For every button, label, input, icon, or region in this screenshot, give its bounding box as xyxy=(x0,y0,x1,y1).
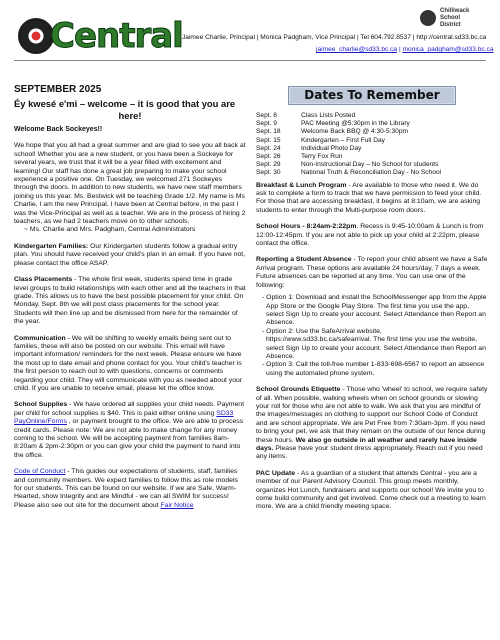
communication-text: - We will be shifting to weekly emails being sent out to families, these will also be posted on our website. This email will have important information/ reminders for the next week. Please ensure we have the most up to date email and phone contact for you. Your child's teacher is the first person to reach out to with questions, concerns or comments regarding your child. They will communicate with you as needed about your child. If you are unable to receive email, please let the office know. xyxy=(14,334,243,392)
right-column xyxy=(256,86,488,512)
event-row xyxy=(256,169,441,177)
grounds-title: School Grounds Etiquette xyxy=(256,386,341,394)
event-row xyxy=(256,145,441,153)
school-supplies-title: School Supplies xyxy=(14,401,68,409)
school-supplies-section xyxy=(14,401,246,460)
event-row xyxy=(256,161,441,169)
absence-option-1: - Option 1: Download and install the SchoolMessenger app from the Apple App Store or the Google Play Store. The first time you use the app, select Sign Up to create your account. Select Attendance then Report an Absence. xyxy=(262,294,487,327)
kindergarten-text: Our Kindergarten students follow a gradual entry plan. You should have received your child's plan in an email. If you have not, please contact the office ASAP. xyxy=(14,242,246,267)
class-placements-text: - The whole first week, students spend time in grade level groups to build relationships with each other and all the teachers in that grade. This allows us to have the best possible placement for your child. On Monday, Sept. 8th we will post class placements for the school year. Students will then line up and be dismissed from here for the remainder of the year. xyxy=(14,276,246,326)
payonline-link[interactable]: SD33 PayOnline/Forms xyxy=(14,409,234,426)
welcome-back-line: Welcome Back Sockeyes!! xyxy=(14,126,103,133)
header-contact-line: Jaimee Charlie, Principal | Monica Padgham, Vice Principal | Tel 604.792.8537 | http://central.sd33.bc.ca xyxy=(182,34,487,41)
welcome-heading xyxy=(14,98,246,122)
header-divider xyxy=(14,60,486,61)
pac-section xyxy=(256,470,488,512)
kindergarten-title: Kindergarten Families: xyxy=(14,242,89,250)
event-description: Welcome Back BBQ @ 4:30-5:30pm xyxy=(301,128,408,136)
newsletter-date: SEPTEMBER 2025 xyxy=(14,84,102,95)
welcome-heading-line1: Éy kwesé e'mi – welcome – it is good that you are xyxy=(14,98,236,109)
event-date: Sept. 24 xyxy=(256,144,281,152)
kindergarten-section xyxy=(14,243,246,268)
event-description: National Truth & Reconciliation Day - No School xyxy=(301,169,442,177)
signoff: ~ Ms. Charlie and Mrs. Padgham, Central Administrators xyxy=(24,226,196,234)
absence-option-2: - Option 2: Use the SafeArrival website, https://www.sd33.bc.ca/safearrival. The first time you use the website, select Sign Up to create your account. Select Attendance then Report an Absence. xyxy=(262,327,486,360)
absence-text: - To report your child absent we have a Safe Arrival program. These options are available 24 hours/day, 7 days a week. Future absences can be reported at any time. You can use one of the following: xyxy=(256,256,488,289)
event-row xyxy=(256,112,441,120)
class-placements-section xyxy=(14,276,246,326)
school-supplies-text-1: - We have ordered all supplies your child needs. Payment per child for school supplies is $40. This is paid either online using xyxy=(14,401,245,417)
event-date: Sept. 29 xyxy=(256,161,281,169)
communication-section xyxy=(14,335,246,394)
email-separator: | xyxy=(397,46,403,53)
school-hours-title: School Hours - 8:24am-2:22pm xyxy=(256,223,357,231)
event-date: Sept. 8 xyxy=(256,112,277,119)
event-description: Non-Instructional Day – No School for students xyxy=(301,161,439,169)
events-table xyxy=(256,112,441,178)
grounds-text-2: Please have your student dress appropriately. Reach out if you need any items. xyxy=(256,445,483,461)
grounds-bold: We also go outside in all weather and rarely have inside days. xyxy=(256,436,477,452)
welcome-heading-line2: here! xyxy=(118,110,142,121)
event-date: Sept. 9 xyxy=(256,120,277,128)
breakfast-text: - Are available to those who need it. We do ask to complete a form to track that we have permission to feed your child. For those that are accessing breakfast, it begins at 8:10am, we are asking students to enter through the Multi-purpose room doors. xyxy=(256,181,482,214)
event-date: Sept. 18 xyxy=(256,128,281,136)
pac-text: - As a guardian of a student that attends Central - you are a member of our Parent Advisory Council. This group meets monthly, organizes Hot Lunch, fundraisers and supports our school! We invite you to come build community and get involved. Come check out a meeting to learn more. We are a child friendly meeting space. xyxy=(256,469,486,511)
school-supplies-text-2: , or payment brought to the office. We are able to process credit cards. Please note: We are not able to make change for any money coming to the school. We will be accepting payment from families 8am-8:20am & 2pm-2:30pm or you can give your child the payment to hand into the office. xyxy=(14,418,244,459)
left-column xyxy=(14,84,246,510)
pac-title: PAC Update xyxy=(256,469,296,477)
event-date: Sept. 26 xyxy=(256,153,281,161)
event-row xyxy=(256,128,441,136)
breakfast-section xyxy=(256,182,488,216)
code-of-conduct-section xyxy=(14,468,246,510)
absence-title: Reporting a Student Absence xyxy=(256,256,352,264)
class-placements-title: Class Placements xyxy=(14,276,73,284)
event-date: Sept. 30 xyxy=(256,169,281,177)
grounds-section xyxy=(256,386,488,462)
logo-text: Central xyxy=(50,16,183,56)
vice-principal-email-link[interactable]: monica_padgham@sd33.bc.ca xyxy=(402,46,494,53)
absence-section xyxy=(256,256,488,290)
event-description: Class Lists Posted xyxy=(301,112,356,119)
event-row xyxy=(256,137,441,145)
header-emails xyxy=(316,46,494,53)
event-date: Sept. 15 xyxy=(256,136,281,144)
event-description: Individual Photo Day xyxy=(301,144,362,152)
central-logo xyxy=(18,14,183,62)
sockeye-emblem-icon xyxy=(18,18,54,54)
absence-option-3: - Option 3: Call the toll-free number 1-833-698-6567 to report an absence using the automated phone system. xyxy=(262,361,485,377)
event-row xyxy=(256,120,441,128)
breakfast-title: Breakfast & Lunch Program xyxy=(256,181,347,189)
grounds-text: - Those who 'wheel' to school, we require safety of all. When possible, walking wheels when on school grounds or slowing your roll for those who are not able to walk. We ask that you are mindful of the images/messages on clothing to support our School Code of Conduct and are school appropriate. We are Pet Free from 7:30am-3pm. If you need to bring your pet, we ask that they remain on the outside of our fence during these hours. xyxy=(256,386,488,444)
welcome-paragraph: We hope that you all had a great summer and are glad to see you all back at school! Whether you are a new student, or you have been a Sockeye for several years, we trust that it will be a year filled with excitement and learning! Our staff has done a great job preparing to make your school experience a positive one. On Tuesday, we welcomed 271 Sockeyes through the doors. In addition to new students, we have new staff members joining us this year. Ms. Bestwick will be teaching Grade 1/2. My name is Ms Charlie, I am the new Principal. I have been at Central before, in the past I was the Vice-Principal as well as a teacher. We are in the process of hiring 2 teachers, as we had 2 teachers move on to other schools. xyxy=(14,142,246,226)
code-of-conduct-link[interactable]: Code of Conduct xyxy=(14,468,66,476)
code-of-conduct-text: - This guides our expectations of students, staff, families and community members. We expect families to follow this as role models for our students. This can be found on our website. If we are Safe, Warm- Hearted, show Integrity and are Mindful - we can all SWIM for success! Please also see out site for the document about xyxy=(14,468,238,509)
event-row xyxy=(256,153,441,161)
school-hours-text: . Recess is 9:45-10:00am & Lunch is from 12:00-12:45pm. If you are not able to pick up your child at 2:22pm, please contact the office. xyxy=(256,223,484,248)
event-description: Kindergarten – First Full Day xyxy=(301,136,385,144)
principal-email-link[interactable]: jaimee_charlie@sd33.bc.ca xyxy=(316,46,398,53)
event-description: Terry Fox Run xyxy=(301,153,343,161)
school-hours-section xyxy=(256,223,488,248)
event-description: PAC Meeting @5:30pm in the Library xyxy=(301,120,410,128)
fair-notice-link[interactable]: Fair Notice xyxy=(160,501,194,509)
district-emblem-icon xyxy=(420,10,436,26)
dates-to-remember-banner: Dates To Remember xyxy=(288,86,456,105)
district-logo-text: Chilliwack School District xyxy=(440,8,470,28)
communication-title: Communication xyxy=(14,334,66,342)
